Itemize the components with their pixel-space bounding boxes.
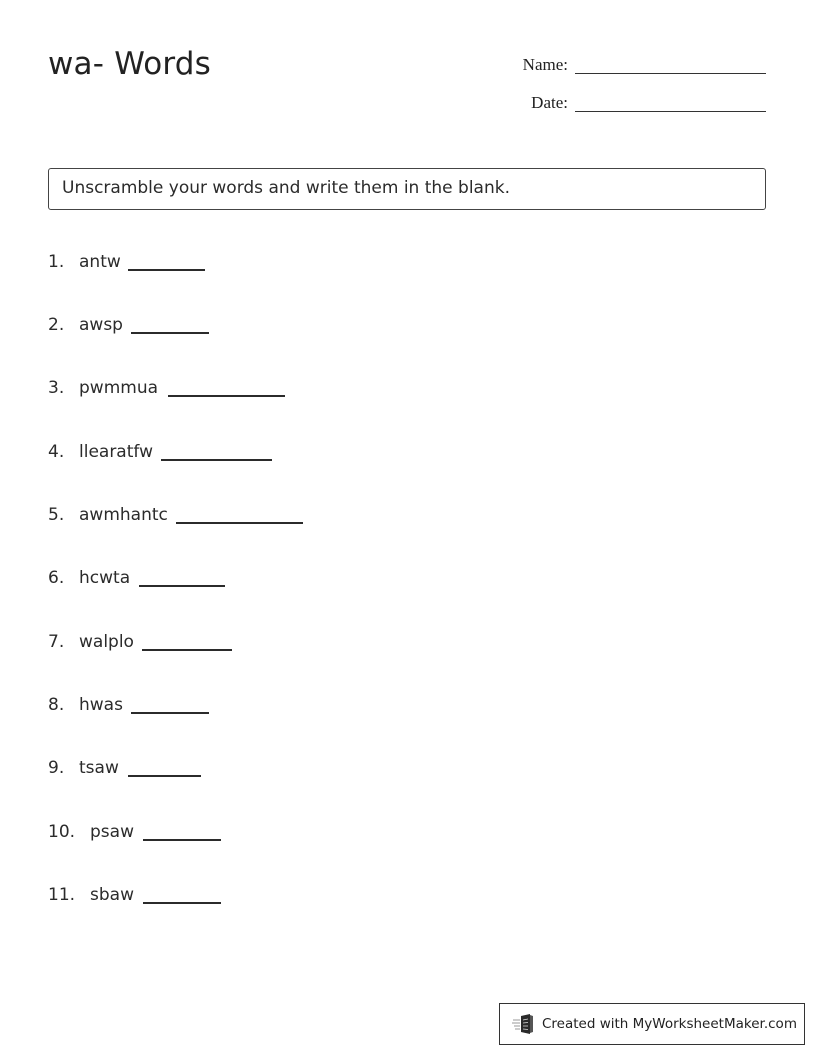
scrambled-word: psaw	[90, 822, 134, 842]
list-item	[48, 568, 225, 588]
scrambled-word: tsaw	[79, 758, 119, 778]
answer-blank	[128, 268, 205, 271]
date-field	[498, 93, 766, 113]
answer-blank	[143, 838, 221, 841]
list-item	[48, 632, 232, 652]
list-item	[48, 252, 205, 272]
item-number: 7.	[48, 632, 65, 652]
date-label: Date:	[531, 93, 568, 112]
scrambled-word: sbaw	[90, 885, 134, 905]
name-blank-line	[575, 73, 766, 74]
item-number: 10.	[48, 822, 76, 842]
answer-blank	[143, 901, 221, 904]
list-item	[48, 695, 209, 715]
answer-blank	[142, 648, 232, 651]
scrambled-word: hwas	[79, 695, 123, 715]
list-item	[48, 758, 201, 778]
item-number: 9.	[48, 758, 65, 778]
scrambled-word: walplo	[79, 632, 134, 652]
list-item	[48, 505, 303, 525]
list-item	[48, 822, 221, 842]
scrambled-word: pwmmua	[79, 378, 159, 398]
answer-blank	[176, 521, 303, 524]
item-number: 1.	[48, 252, 65, 272]
item-number: 3.	[48, 378, 65, 398]
worksheet-maker-logo-icon	[512, 1013, 536, 1035]
answer-blank	[128, 774, 201, 777]
scrambled-word: awmhantc	[79, 505, 168, 525]
item-number: 2.	[48, 315, 65, 335]
worksheet-title: wa- Words	[48, 46, 212, 82]
item-number: 11.	[48, 885, 76, 905]
created-with-badge[interactable]	[499, 1003, 805, 1045]
answer-blank	[168, 394, 285, 397]
item-number: 6.	[48, 568, 65, 588]
scrambled-word: antw	[79, 252, 121, 272]
item-number: 5.	[48, 505, 65, 525]
list-item	[48, 315, 209, 335]
scrambled-word: hcwta	[79, 568, 131, 588]
list-item	[48, 442, 272, 462]
item-number: 8.	[48, 695, 65, 715]
date-blank-line	[575, 111, 766, 112]
list-item	[48, 885, 221, 905]
name-field	[498, 55, 766, 75]
name-label: Name:	[522, 55, 568, 74]
instructions-box: Unscramble your words and write them in the blank.	[48, 168, 766, 210]
answer-blank	[139, 584, 225, 587]
answer-blank	[131, 331, 209, 334]
item-number: 4.	[48, 442, 65, 462]
scrambled-word: awsp	[79, 315, 123, 335]
answer-blank	[161, 458, 272, 461]
list-item	[48, 378, 285, 398]
badge-text: Created with MyWorksheetMaker.com	[542, 1016, 797, 1032]
scrambled-word: llearatfw	[79, 442, 153, 462]
answer-blank	[131, 711, 209, 714]
